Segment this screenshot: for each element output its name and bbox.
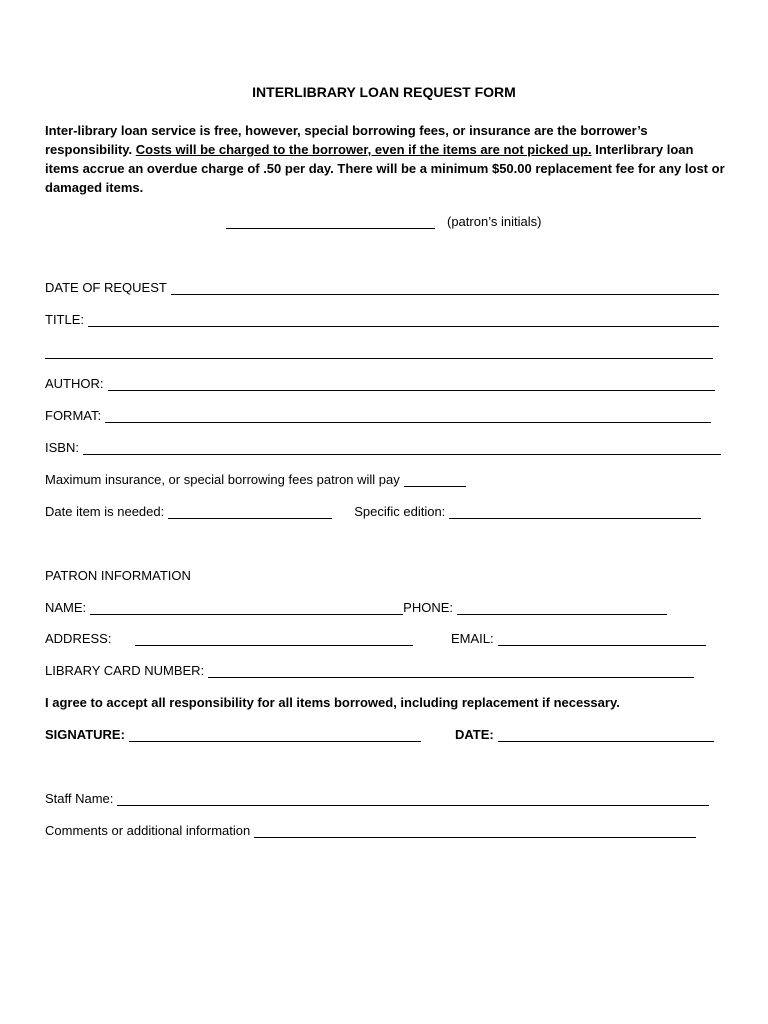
title-label: TITLE: bbox=[45, 312, 85, 327]
specific-edition-field[interactable] bbox=[449, 504, 701, 519]
author-row bbox=[45, 373, 715, 391]
isbn-row bbox=[45, 437, 721, 455]
title-row bbox=[45, 309, 719, 327]
agreement-row bbox=[45, 692, 620, 710]
isbn-label: ISBN: bbox=[45, 440, 79, 455]
comments-row bbox=[45, 820, 696, 838]
specific-edition-label: Specific edition: bbox=[354, 504, 446, 519]
max-insurance-row bbox=[45, 469, 466, 487]
phone-field[interactable] bbox=[457, 600, 667, 615]
patron-info-heading: PATRON INFORMATION bbox=[45, 568, 191, 583]
address-label: ADDRESS: bbox=[45, 631, 112, 646]
form-title: INTERLIBRARY LOAN REQUEST FORM bbox=[252, 84, 516, 100]
date-label: DATE: bbox=[454, 727, 494, 742]
signature-field[interactable] bbox=[129, 727, 421, 742]
date-of-request-row bbox=[45, 277, 719, 295]
patron-initials-label: (patron’s initials) bbox=[447, 214, 542, 229]
staff-name-label: Staff Name: bbox=[45, 791, 114, 806]
title-continuation-row bbox=[45, 341, 713, 359]
address-email-row bbox=[45, 628, 706, 646]
name-field[interactable] bbox=[90, 600, 403, 615]
patron-initials-field[interactable] bbox=[226, 214, 435, 229]
title-continuation-field[interactable] bbox=[45, 344, 713, 359]
comments-label: Comments or additional information bbox=[45, 823, 251, 838]
isbn-field[interactable] bbox=[83, 440, 721, 455]
author-label: AUTHOR: bbox=[45, 376, 104, 391]
max-insurance-label: Maximum insurance, or special borrowing fees patron will pay bbox=[45, 472, 400, 487]
signature-date-row bbox=[45, 724, 714, 742]
intro-underlined-text: Costs will be charged to the borrower, even if the items are not picked up. bbox=[135, 142, 592, 157]
address-field[interactable] bbox=[135, 631, 413, 646]
library-card-row bbox=[45, 660, 694, 678]
comments-field[interactable] bbox=[254, 823, 696, 838]
date-of-request-field[interactable] bbox=[171, 280, 719, 295]
intro-text-1: Inter-library loan service is free, however, special borrowing fees, or insurance are the borrower’s responsibility. bbox=[45, 123, 648, 157]
patron-info-heading-row bbox=[45, 565, 191, 583]
max-insurance-field[interactable] bbox=[404, 472, 466, 487]
date-field[interactable] bbox=[498, 727, 714, 742]
email-label: EMAIL: bbox=[451, 631, 494, 646]
agreement-statement: I agree to accept all responsibility for all items borrowed, including replacement if necessary. bbox=[45, 695, 620, 710]
name-phone-row bbox=[45, 597, 667, 615]
phone-label: PHONE: bbox=[403, 600, 454, 615]
intro-text-2: Interlibrary loan items accrue an overdue charge of .50 per day. There will be a minimum $50.00 replacement fee for any lost or damaged items. bbox=[45, 142, 725, 195]
date-of-request-label: DATE OF REQUEST bbox=[45, 280, 167, 295]
name-label: NAME: bbox=[45, 600, 87, 615]
library-card-field[interactable] bbox=[208, 663, 694, 678]
library-card-label: LIBRARY CARD NUMBER: bbox=[45, 663, 205, 678]
staff-name-field[interactable] bbox=[117, 791, 709, 806]
signature-label: SIGNATURE: bbox=[45, 727, 125, 742]
patron-initials-row bbox=[226, 211, 541, 229]
date-needed-row bbox=[45, 501, 701, 519]
format-label: FORMAT: bbox=[45, 408, 102, 423]
format-row bbox=[45, 405, 711, 423]
staff-name-row bbox=[45, 788, 709, 806]
title-field[interactable] bbox=[88, 312, 719, 327]
date-needed-label: Date item is needed: bbox=[45, 504, 165, 519]
author-field[interactable] bbox=[108, 376, 715, 391]
date-needed-field[interactable] bbox=[168, 504, 332, 519]
email-field[interactable] bbox=[498, 631, 706, 646]
intro-paragraph bbox=[45, 121, 725, 197]
format-field[interactable] bbox=[105, 408, 711, 423]
